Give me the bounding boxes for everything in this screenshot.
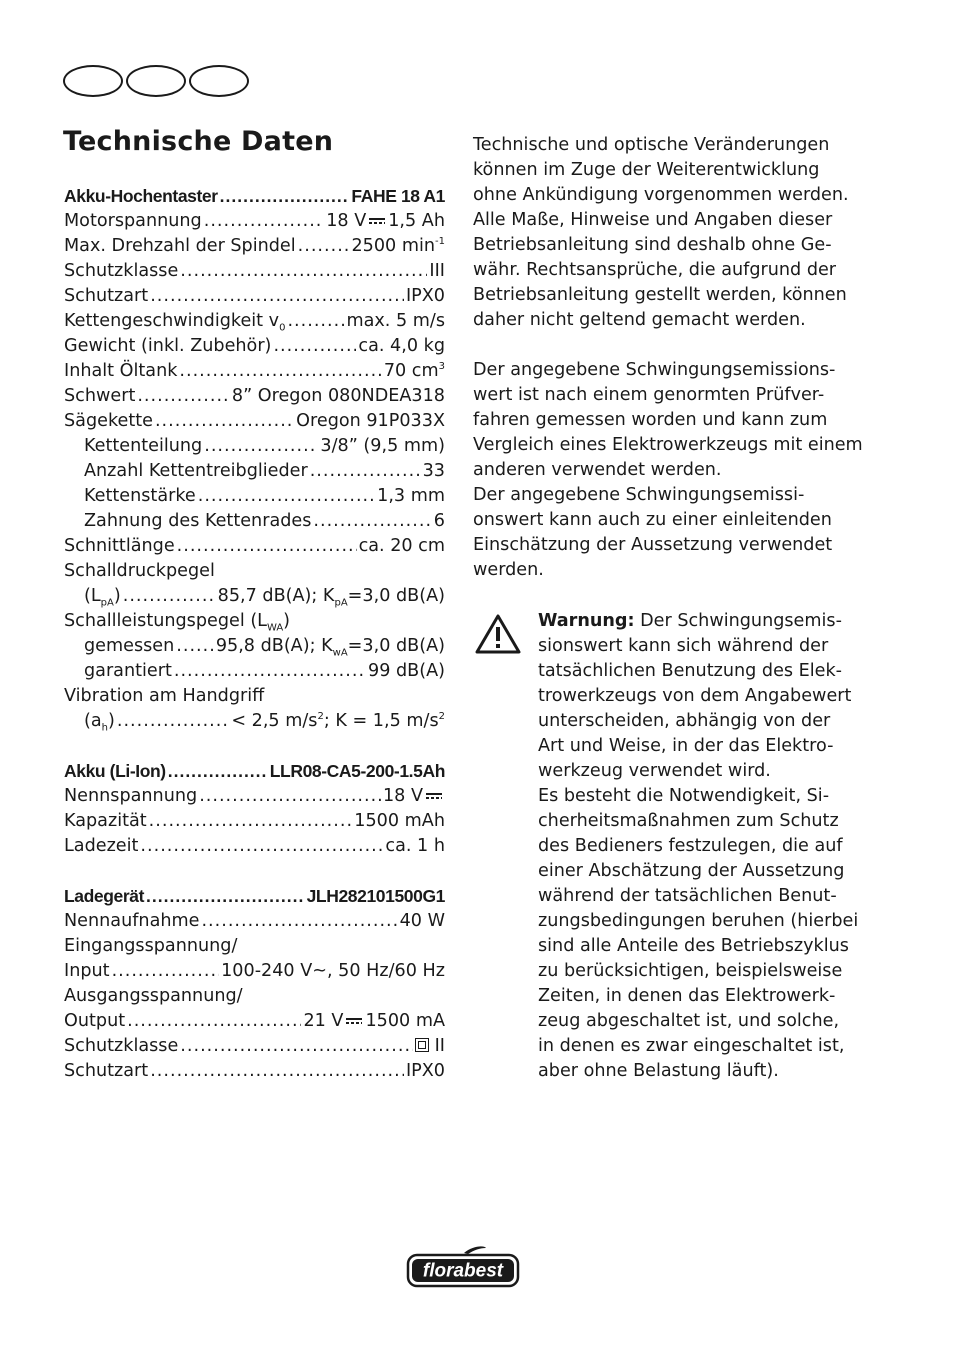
spec-row: Schnittlänge ..... ca. 20 cm (64, 534, 445, 559)
paragraph-vibration: Der angegebene Schwingungsemissions- wert ist nach einem genormten Prüfver- fahren gemessen worden und kann zum Vergleich eines Elektrowerkzeugs mit einem anderen verwendet werden. (473, 360, 863, 480)
logo-text: florabest (422, 1260, 504, 1282)
spec-header-charger: Ladegerät ..... JLH282101500G1 (64, 884, 445, 909)
info-text (473, 133, 868, 583)
spec-row: Schutzart ..... IPX0 (64, 1059, 445, 1084)
spec-label: Vibration am Handgriff (64, 686, 265, 706)
spec-header-battery: Akku (Li-Ion) ..... LLR08-CA5-200-1.5Ah (64, 759, 445, 784)
spec-row: Kapazität ..... 1500 mAh (64, 809, 445, 834)
spec-row: Schwert ..... 8” Oregon 080NDEA318 (64, 384, 445, 409)
spec-row: Input ..... 100-240 V~, 50 Hz/60 Hz (64, 959, 445, 984)
language-oval (63, 65, 123, 97)
spec-header-tool: Akku-Hochentaster ..... FAHE 18 A1 (64, 184, 445, 209)
spec-row: Ladezeit ..... ca. 1 h (64, 834, 445, 859)
spec-row: Schutzklasse ..... III (64, 259, 445, 284)
spec-label: Eingangsspannung/ (64, 936, 238, 956)
page-title: Technische Daten (63, 126, 334, 157)
paragraph-vibration-exposure: Der angegebene Schwingungsemissi- onswert kann auch zu einer einleitenden Einschätzung der Aussetzung verwendet werden. (473, 485, 833, 580)
spec-row: Kettengeschwindigkeit $v_0$ ..... max. 5 m/s (64, 309, 445, 334)
spec-row: Anzahl Kettentreibglieder ..... 33 (64, 459, 445, 484)
warning-block: Warnung: Der Schwingungsemis- sionswert kann sich während der tatsächlichen Benutzung des Elek- trowerkzeugs von dem Angabewert unterscheiden, abhängig von der Art und Weise, in der das Elektro- werkzeug verwendet wird. Es besteht die Notwendigkeit, Si- cherheitsmaßnahmen zum Schutz des Bedieners festzulegen, die auf einer Abschätzung der Aussetzung während der tatsächlichen Benut- zungsbedingungen beruhen (hierbei sind alle Anteile des Betriebszyklus zu berücksichtigen, beispielsweise Zeiten, in denen das Elektrowerk- zeug abgeschaltet ist, und solche, in denen es zwar eingeschaltet ist, aber ohne Belastung läuft). (538, 611, 859, 1081)
spec-row: Kettenstärke ..... 1,3 mm (64, 484, 445, 509)
spec-row: Nennaufnahme ..... 40 W (64, 909, 445, 934)
spec-row: Sägekette ..... Oregon 91P033X (64, 409, 445, 434)
spec-row: Kettenteilung ..... 3/8” (9,5 mm) (64, 434, 445, 459)
dc-symbol-icon (369, 217, 385, 225)
florabest-logo (406, 1244, 520, 1290)
warning-triangle-icon (474, 613, 522, 655)
spec-row: $(a_h)$ ..... < 2,5 $m/s^2$; K = 1,5 $m/s^2$ (64, 709, 445, 734)
spec-label: Ausgangsspannung/ (64, 986, 243, 1006)
spec-row: Zahnung des Kettenrades ..... 6 (64, 509, 445, 534)
language-oval (126, 65, 186, 97)
spec-label: Schallleistungspegel $(L_{WA})$ (64, 611, 291, 634)
warning-label: Warnung: (538, 611, 635, 631)
spec-row: Motorspannung ..... 18 V 1,5 Ah (64, 209, 445, 234)
spec-row: Gewicht (inkl. Zubehör) ..... ca. 4,0 kg (64, 334, 445, 359)
spec-row: Max. Drehzahl der Spindel ..... 2500 $\min^{-1}$ (64, 234, 445, 259)
spec-row: Schutzklasse ..... II (64, 1034, 445, 1059)
dc-symbol-icon (346, 1017, 362, 1025)
spec-label: Schalldruckpegel (64, 561, 215, 581)
spec-row: Schutzart ..... IPX0 (64, 284, 445, 309)
spec-row: Output ..... 21 V 1500 mA (64, 1009, 445, 1034)
dc-symbol-icon (426, 792, 442, 800)
language-oval (189, 65, 249, 97)
spec-row: $(L_{pA})$ ..... 85,7 dB(A); $K_{pA}=3,0$ dB(A) (64, 584, 445, 609)
paragraph-changes: Technische und optische Veränderungen können im Zuge der Weiterentwicklung ohne Ankündigung vorgenommen werden. Alle Maße, Hinweise und Angaben dieser Betriebsanleitung sind deshalb ohne Ge- währ. Rechtsansprüche, die aufgrund der Betriebsanleitung gestellt werden, können daher nicht geltend gemacht werden. (473, 135, 849, 330)
language-ovals (63, 65, 249, 97)
spec-row: gemessen ..... 95,8 dB(A); $K_{wA}=3,0$ dB(A) (64, 634, 445, 659)
protection-class-ii-icon (415, 1038, 429, 1052)
spec-row: garantiert ..... 99 dB(A) (64, 659, 445, 684)
spec-list (64, 184, 445, 1084)
spec-row: Inhalt Öltank ..... 70 $cm^3$ (64, 359, 445, 384)
spec-row: Nennspannung ..... 18 V (64, 784, 445, 809)
